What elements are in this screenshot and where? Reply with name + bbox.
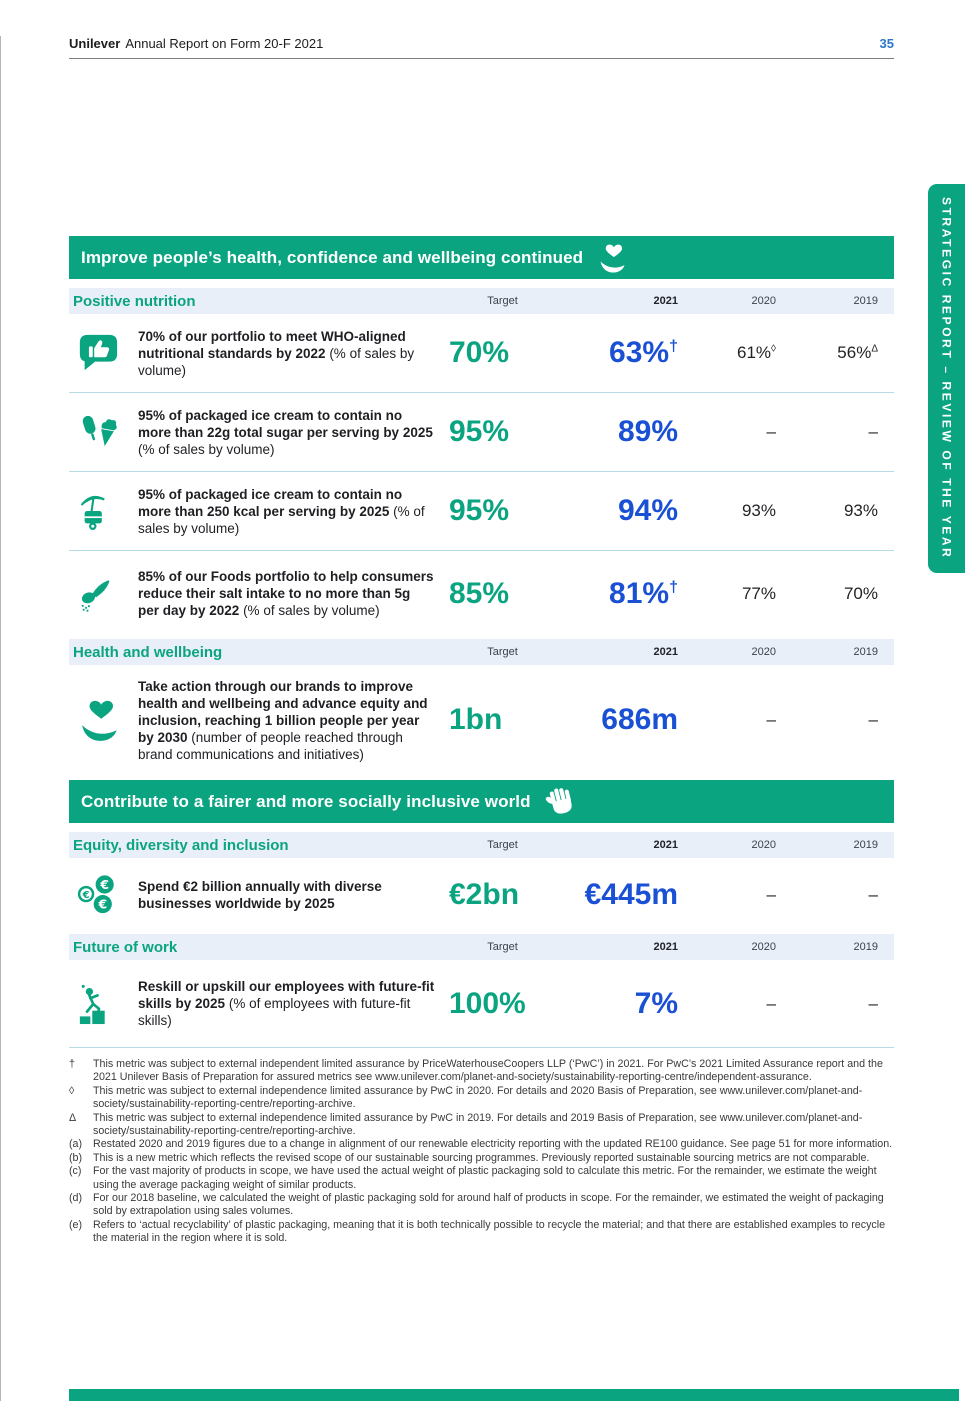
euro-coins-icon	[77, 874, 119, 916]
svg-text:€: €	[100, 876, 109, 892]
value-2020: –	[766, 884, 776, 904]
column-header-2019: 2019	[853, 941, 878, 953]
section-title: Health and wellbeing	[73, 643, 223, 661]
icon-cell	[69, 697, 138, 743]
footnote-text: This is a new metric which reflects the revised scope of our sustainable sourcing programmes. Previously reported sustainable sourcing metrics are not comparable.	[93, 1151, 870, 1164]
target-value: €2bn	[449, 877, 520, 911]
footnote-text: For our 2018 baseline, we calculated the weight of plastic packaging sold for around half of products in scope. For the remainder, we estimated the weight of packaging sold by extrapolation using sales volumes.	[93, 1192, 884, 1218]
value-2019	[776, 343, 878, 363]
value-2020	[678, 343, 776, 363]
ice-cream-cart-icon	[77, 490, 119, 532]
metric-text-note: (% of sales by volume)	[239, 603, 380, 618]
value-2020: –	[766, 993, 776, 1013]
metric-description	[138, 328, 449, 379]
metric-description	[138, 407, 449, 458]
assurance-marker: ◊	[771, 343, 776, 355]
metric-text-bold: 95% of packaged ice cream to contain no more than 22g total sugar per serving by 2025	[138, 407, 433, 440]
column-header-2019: 2019	[853, 839, 878, 851]
footnote-text: Restated 2020 and 2019 figures due to a change in alignment of our renewable electricity reporting with the updated RE100 guidance. See page 51 for more information.	[93, 1138, 893, 1151]
icon-cell	[69, 411, 138, 453]
column-header-2019: 2019	[853, 646, 878, 658]
value-2021-number: 63%	[609, 336, 670, 369]
value-2021-number: 94%	[617, 494, 678, 527]
page-header	[69, 36, 894, 59]
footnote-dagger	[69, 1058, 894, 1085]
section-title: Future of work	[73, 938, 178, 956]
footnote-symbol: †	[69, 1058, 75, 1070]
metric-description	[138, 878, 449, 912]
metric-text-note: (% of employees with future-fit skills)	[138, 996, 411, 1028]
salt-spoon-icon	[77, 573, 119, 615]
metric-row-ice-cream-kcal	[69, 472, 894, 551]
value-2021-number: 89%	[617, 415, 678, 448]
metric-text-note: (% of sales by volume)	[138, 345, 415, 378]
page-number: 35	[879, 36, 894, 51]
assurance-marker: Δ	[871, 343, 878, 355]
metric-text-bold: 85% of our Foods portfolio to help consumers reduce their salt intake to no more than 5g per day by 2022	[138, 569, 434, 618]
column-header-2020: 2020	[751, 646, 776, 658]
svg-text:€: €	[82, 889, 90, 901]
value-2020-number: 61%	[737, 343, 772, 362]
metric-row-reskill	[69, 960, 894, 1048]
value-2019-number: 56%	[837, 343, 872, 362]
metric-text-bold: Reskill or upskill our employees with future-fit skills by 2025	[138, 979, 435, 1011]
report-title: Annual Report on Form 20-F 2021	[125, 36, 324, 51]
target-value: 95%	[449, 494, 510, 527]
thumbs-up-speech-bubble-icon	[77, 332, 119, 374]
assurance-marker: †	[669, 578, 678, 596]
footnote-symbol: (d)	[69, 1192, 83, 1205]
column-header-2021: 2021	[653, 646, 678, 658]
metric-text-bold: Take action through our brands to improve health and wellbeing and advance equity and inclusion, reaching 1 billion people per year by 2030	[138, 678, 428, 745]
column-header-target: Target	[487, 941, 518, 953]
target-value: 1bn	[449, 703, 503, 736]
metric-text-bold: 70% of our portfolio to meet WHO-aligned nutritional standards by 2022	[138, 328, 406, 361]
icon-cell	[69, 983, 138, 1025]
target-value: 85%	[449, 576, 510, 610]
value-2021-number: 686m	[601, 703, 678, 736]
footnote-text: For the vast majority of products in scope, we have used the actual weight of plastic packaging sold to calculate this metric. For the remainder, we estimate the weight using the average packaging weight of similar products.	[93, 1165, 877, 1191]
footnotes	[69, 1058, 894, 1246]
value-2020: 77%	[741, 583, 776, 603]
column-header-target: Target	[487, 839, 518, 851]
section-header-positive-nutrition	[69, 288, 894, 314]
metric-row-diverse-spend	[69, 858, 894, 931]
hand-holding-heart-icon	[597, 242, 629, 274]
column-header-2019: 2019	[853, 295, 878, 307]
icon-cell	[69, 490, 138, 532]
footnote-b	[69, 1152, 894, 1165]
value-2021	[556, 494, 678, 528]
footnote-a	[69, 1138, 894, 1151]
footnote-text: This metric was subject to external independence limited assurance by PwC in 2019. For details and 2019 Basis of Preparation, see www.unilever.com/planet-and-society/sustainability-reporting-centre/reporting-archive.	[93, 1111, 863, 1138]
pillar-banner-title: Contribute to a fairer and more socially inclusive world	[81, 791, 531, 811]
column-header-2020: 2020	[751, 941, 776, 953]
footnote-text: This metric was subject to external independent limited assurance by PriceWaterhouseCoopers LLP (‘PwC’) in 2021. For PwC’s 2021 Limited Assurance report and the 2021 Unilever Basis of Preparation for assured metrics see www.unilever.com/planet-and-society/sustainability-reporting-centre/independent-assurance.	[93, 1058, 883, 1084]
value-2020: –	[766, 422, 776, 441]
metric-row-ice-cream-sugar	[69, 393, 894, 472]
value-2019: –	[868, 422, 878, 441]
value-2021-number: €445m	[584, 877, 678, 911]
metric-text-bold: Spend €2 billion annually with diverse businesses worldwide by 2025	[138, 878, 382, 911]
metric-row-who-nutrition	[69, 314, 894, 393]
career-steps-icon	[77, 983, 119, 1025]
column-header-2020: 2020	[751, 839, 776, 851]
value-2019: –	[868, 884, 878, 904]
column-header-target: Target	[487, 646, 518, 658]
icon-cell	[69, 573, 138, 615]
footnote-symbol: (c)	[69, 1165, 82, 1178]
footnote-text: This metric was subject to external independence limited assurance by PwC in 2020. For details and 2020 Basis of Preparation, see www.unilever.com/planet-and-society/sustainability-reporting-centre/reporting-archive.	[93, 1084, 863, 1111]
footnote-e	[69, 1219, 894, 1246]
side-tab-label: STRATEGIC REPORT – REVIEW OF THE YEAR	[939, 197, 954, 560]
value-2021	[556, 336, 678, 370]
footnote-lozenge	[69, 1085, 894, 1112]
metric-text-note: (% of sales by volume)	[138, 441, 275, 457]
pillar-banner-social-inclusion	[69, 780, 894, 823]
side-tab-strategic-report	[928, 184, 965, 573]
column-header-2020: 2020	[751, 295, 776, 307]
metric-text-note: (% of sales by volume)	[138, 503, 425, 536]
footnote-symbol: ◊	[69, 1084, 75, 1097]
value-2020: –	[766, 710, 776, 729]
metric-description	[138, 568, 449, 619]
icon-cell	[69, 332, 138, 374]
target-value: 70%	[449, 336, 510, 369]
column-header-2021: 2021	[653, 839, 678, 851]
footnote-symbol: Δ	[69, 1111, 77, 1124]
target-value: 95%	[449, 415, 510, 448]
footer-accent-bar	[69, 1389, 959, 1401]
metric-text-bold: 95% of packaged ice cream to contain no more than 250 kcal per serving by 2025	[138, 486, 403, 519]
pillar-banner-title: Improve people’s health, confidence and wellbeing continued	[81, 247, 584, 267]
footnote-delta	[69, 1112, 894, 1139]
value-2021	[556, 415, 678, 449]
section-title: Equity, diversity and inclusion	[73, 836, 289, 854]
column-header-2021: 2021	[653, 295, 678, 307]
value-2019: 93%	[843, 501, 878, 520]
column-header-2021: 2021	[653, 941, 678, 953]
assurance-marker: †	[669, 338, 678, 355]
brand-name: Unilever	[69, 36, 121, 51]
section-header-equity	[69, 832, 894, 858]
hand-holding-heart-icon	[77, 697, 123, 743]
value-2021	[556, 878, 678, 912]
icon-cell	[69, 874, 138, 916]
open-hand-icon	[545, 786, 577, 818]
column-header-target: Target	[487, 295, 518, 307]
value-2019: 70%	[843, 583, 878, 603]
metric-row-salt	[69, 551, 894, 636]
ice-cream-icon	[77, 411, 119, 453]
metric-row-brand-action	[69, 665, 894, 775]
metric-description	[138, 486, 449, 537]
footnote-symbol: (e)	[69, 1218, 83, 1231]
target-value: 100%	[449, 986, 526, 1020]
value-2021-number: 81%	[609, 576, 670, 610]
value-2021	[556, 987, 678, 1021]
metric-description	[138, 678, 449, 763]
value-2020: 93%	[741, 501, 776, 520]
pillar-banner-health-wellbeing	[69, 236, 894, 279]
svg-text:€: €	[98, 895, 108, 911]
section-header-future-of-work	[69, 934, 894, 960]
metric-description	[138, 978, 449, 1029]
value-2021-number: 7%	[634, 986, 678, 1020]
footnote-symbol: (a)	[69, 1138, 83, 1151]
footnote-text: Refers to ‘actual recyclability’ of plastic packaging, meaning that it is both technically possible to recycle the material; and that there are established examples to recycle the material in the region where it is sold.	[93, 1218, 886, 1245]
footnote-symbol: (b)	[69, 1151, 83, 1164]
section-title: Positive nutrition	[73, 292, 196, 310]
value-2021	[556, 703, 678, 737]
section-header-health-wellbeing	[69, 639, 894, 665]
metric-text-note: (number of people reached through brand communications and initiatives)	[138, 729, 403, 762]
footnote-c	[69, 1165, 894, 1192]
value-2019: –	[868, 993, 878, 1013]
value-2019: –	[868, 710, 878, 729]
footnote-d	[69, 1192, 894, 1219]
value-2021	[556, 577, 678, 611]
